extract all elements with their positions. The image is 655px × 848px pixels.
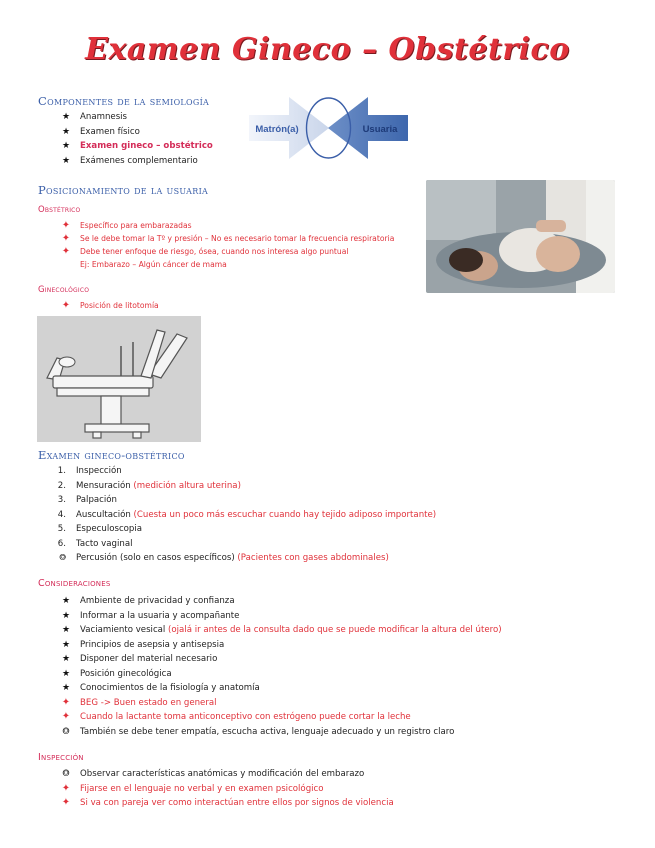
item-note: (Pacientes con gases abdominales) — [234, 553, 389, 563]
list-item — [58, 725, 502, 740]
item-text: Mensuración — [76, 480, 131, 491]
item-text: Tacto vaginal — [76, 538, 133, 549]
item-note: Cuando la lactante toma anticonceptivo con estrógeno puede cortar la leche — [80, 712, 411, 722]
list-item — [58, 609, 502, 624]
inspeccion-heading: Inspección — [38, 752, 84, 763]
star-icon: ★ — [61, 155, 71, 166]
item-number: 3. — [57, 495, 66, 505]
item-text: Debe tener enfoque de riesgo, ósea, cuando nos interesa algo puntual — [80, 247, 349, 256]
ginecologico-heading: Ginecológico — [38, 285, 90, 295]
list-item — [58, 594, 502, 609]
ginecologico-list — [58, 299, 159, 312]
cross-icon: ✦ — [61, 711, 71, 722]
item-text: Ambiente de privacidad y confianza — [80, 596, 235, 606]
posicionamiento-heading: Posicionamiento de la usuaria — [38, 183, 209, 197]
inspeccion-list — [58, 767, 394, 811]
item-text: Percusión (solo en casos específicos) — [76, 553, 235, 563]
item-text: Auscultación — [76, 509, 131, 520]
list-item — [58, 258, 394, 271]
list-item — [58, 154, 213, 169]
list-item — [58, 796, 394, 811]
item-text: Ej: Embarazo – Algún cáncer de mama — [80, 260, 227, 269]
item-text: Vaciamiento vesical — [80, 625, 166, 635]
matron-usuaria-diagram — [247, 95, 410, 161]
consideraciones-list — [58, 594, 502, 739]
list-item — [50, 537, 436, 552]
item-note: (medición altura uterina) — [130, 480, 241, 491]
obstetrico-list — [58, 219, 394, 271]
circle-bullet-icon: ⭗ — [62, 726, 70, 737]
item-text: Inspección — [76, 466, 122, 476]
item-text: Observar características anatómicas y modificación del embarazo — [80, 769, 365, 779]
obstetric-exam-photo — [426, 180, 615, 293]
list-item — [50, 479, 436, 494]
item-number: 6. — [57, 538, 66, 549]
list-item — [58, 638, 502, 653]
cross-icon: ✦ — [61, 696, 71, 708]
obstetrico-heading: Obstétrico — [38, 205, 81, 215]
list-item — [58, 710, 502, 725]
item-number: 2. — [57, 480, 66, 491]
list-item — [50, 551, 436, 566]
item-text: También se debe tener empatía, escucha activa, lenguaje adecuado y un registro claro — [80, 726, 455, 737]
list-item — [58, 232, 394, 245]
list-item — [50, 522, 436, 537]
examen-list — [50, 464, 436, 566]
list-item — [58, 125, 213, 140]
page-title: Examen Gineco – Obstétrico — [85, 32, 570, 67]
item-text: Anamnesis — [80, 112, 128, 122]
item-number: 4. — [57, 509, 66, 520]
diagram-left-label: Matrón(a) — [255, 124, 299, 135]
circle-bullet-icon: ⭗ — [62, 769, 70, 779]
item-text: Disponer del material necesario — [80, 654, 218, 664]
cross-icon: ✦ — [61, 797, 71, 808]
circle-bullet-icon: ⭗ — [59, 553, 66, 563]
list-item — [58, 667, 502, 682]
star-icon: ★ — [61, 668, 71, 679]
item-text: Posición ginecológica — [80, 668, 172, 679]
star-icon: ★ — [61, 654, 71, 664]
star-icon: ★ — [61, 625, 71, 635]
list-item — [58, 681, 502, 696]
item-text: Informar a la usuaria y acompañante — [80, 610, 240, 621]
list-item — [58, 623, 502, 638]
diagram-right-label: Usuaria — [362, 124, 398, 135]
item-note: Si va con pareja ver como interactúan entre ellos por signos de violencia — [80, 798, 394, 808]
list-item — [50, 508, 436, 523]
componentes-list — [58, 110, 213, 168]
list-item — [58, 110, 213, 125]
item-text: Específico para embarazadas — [80, 221, 192, 230]
cross-icon: ✦ — [61, 220, 71, 231]
list-item — [58, 245, 394, 258]
list-item — [58, 652, 502, 667]
star-icon: ★ — [61, 683, 71, 693]
item-text: Posición de litotomía — [80, 301, 159, 310]
cross-icon: ✦ — [61, 300, 71, 311]
star-icon: ★ — [61, 596, 71, 606]
item-number: 1. — [57, 466, 66, 476]
item-text: Especuloscopia — [76, 524, 143, 534]
item-number: 5. — [57, 524, 66, 534]
item-text: Examen físico — [80, 126, 140, 137]
cross-icon: ✦ — [61, 782, 71, 794]
cross-icon: ✦ — [61, 233, 71, 244]
examen-heading: Examen gineco-obstétrico — [38, 448, 185, 462]
star-icon: ★ — [61, 610, 71, 621]
list-item — [50, 464, 436, 479]
item-text: Principios de asepsia y antisepsia — [80, 639, 225, 650]
item-text: Examen gineco – obstétrico — [80, 141, 213, 151]
star-icon: ★ — [61, 112, 71, 122]
list-item — [50, 493, 436, 508]
list-item — [58, 782, 394, 797]
item-text: Exámenes complementario — [80, 155, 198, 166]
consideraciones-heading: Consideraciones — [38, 578, 111, 589]
list-item — [58, 219, 394, 232]
componentes-heading: Componentes de la semiología — [38, 94, 210, 108]
item-note: (Cuesta un poco más escuchar cuando hay tejido adiposo importante) — [130, 509, 437, 520]
item-note: Fijarse en el lenguaje no verbal y en examen psicológico — [80, 783, 324, 794]
list-item — [58, 696, 502, 711]
star-icon: ★ — [61, 141, 71, 151]
list-item — [58, 767, 394, 782]
star-icon: ★ — [61, 639, 71, 650]
item-text: Conocimientos de la fisiología y anatomía — [80, 683, 260, 693]
star-icon: ★ — [61, 126, 71, 137]
item-note: (ojalá ir antes de la consulta dado que se puede modificar la altura del útero) — [165, 625, 502, 635]
list-item — [58, 139, 213, 154]
lithotomy-table-image — [37, 316, 201, 442]
item-text: Palpación — [76, 495, 117, 505]
list-item — [58, 299, 159, 312]
item-text: Se le debe tomar la Tº y presión – No es necesario tomar la frecuencia respiratoria — [80, 234, 395, 243]
item-note: BEG -> Buen estado en general — [80, 697, 217, 708]
cross-icon: ✦ — [61, 246, 71, 257]
